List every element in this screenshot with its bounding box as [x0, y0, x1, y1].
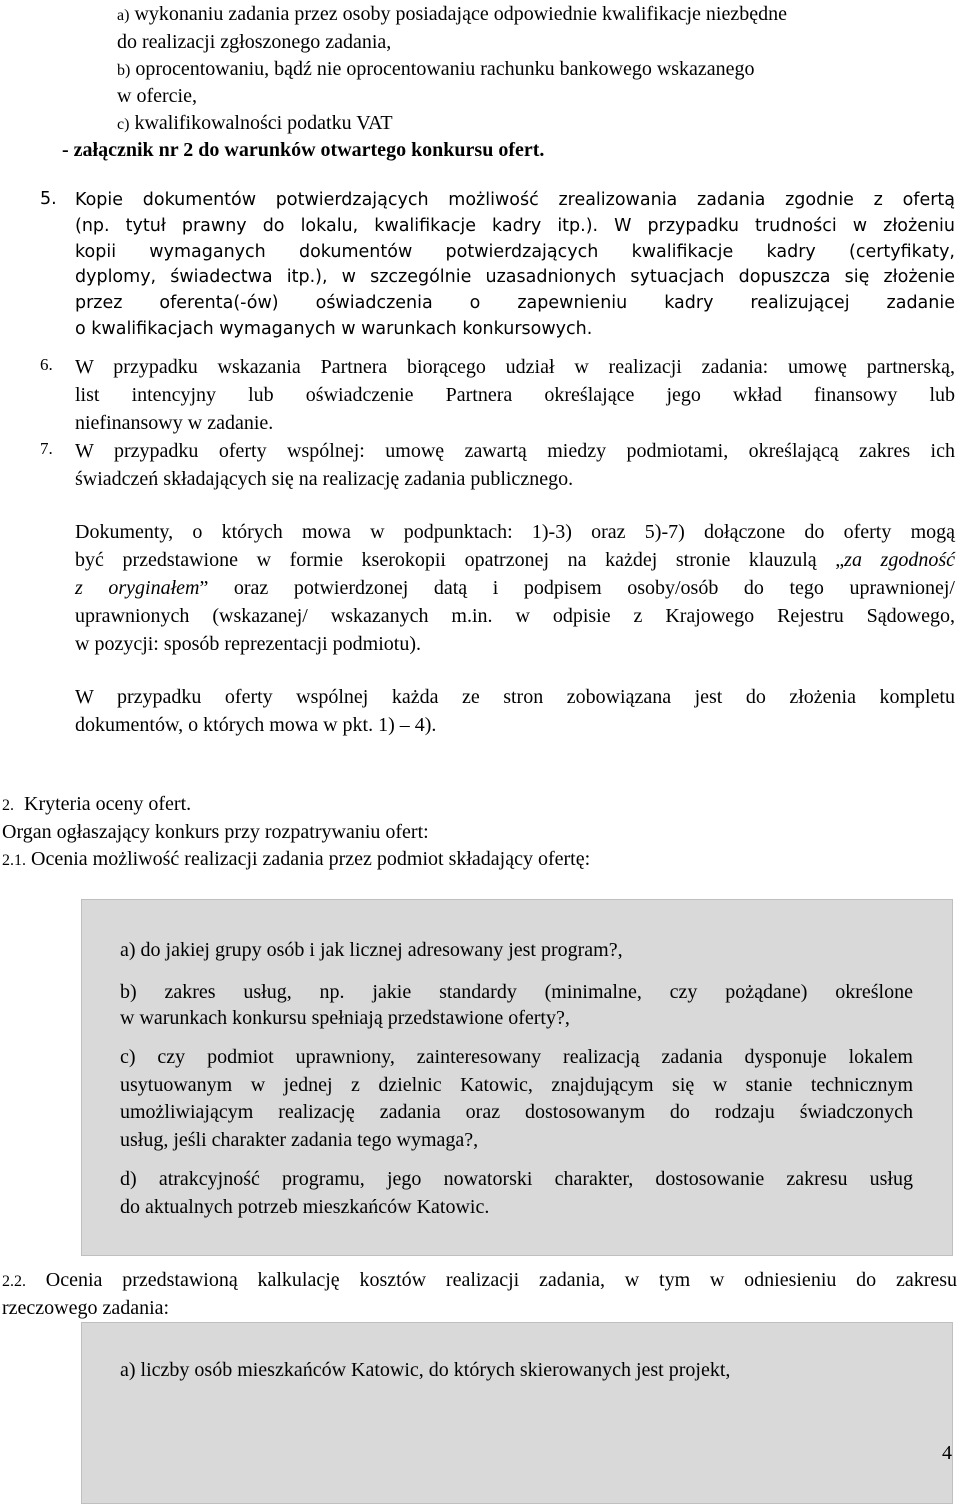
- criteria-line: umożliwiającym realizację zadania oraz dostosowanym do rodzaju świadczonych: [120, 1101, 913, 1124]
- section22-line: [2, 1267, 957, 1295]
- joint-line: dokumentów, o których mowa w pkt. 1) – 4).: [75, 714, 437, 736]
- cost-criteria-a: a) liczby osób mieszkańców Katowic, do których skierowanych jest projekt,: [120, 1359, 731, 1381]
- documents-paragraph: [75, 518, 955, 658]
- point6-line: W przypadku wskazania Partnera biorącego udział w realizacji zadania: umowę partnerską,: [75, 356, 955, 378]
- section22-heading: [2, 1267, 957, 1321]
- point5-text: [75, 188, 955, 343]
- section22-line: rzeczowego zadania:: [2, 1297, 170, 1319]
- criteria-line: usług, jeśli charakter zadania tego wymaga?,: [120, 1128, 479, 1151]
- section-number: 2.1.: [2, 852, 26, 869]
- item-b: [117, 57, 955, 84]
- criteria-line: w warunkach konkursu spełniają przedstawione oferty?,: [120, 1007, 570, 1029]
- criteria-line: b) zakres usług, np. jakie standardy (minimalne, czy pożądane) określone: [120, 981, 913, 1003]
- criteria-a: a) do jakiej grupy osób i jak licznej adresowany jest program?,: [120, 939, 623, 961]
- point5-line: dyplomy, świadectwa itp.), w szczególnie uzasadnionych sytuacjach dopuszcza się złożenie: [75, 267, 955, 288]
- criteria-line: d) atrakcyjność programu, jego nowatorski charakter, dostosowanie zakresu usług: [120, 1168, 913, 1190]
- point6-text: [75, 353, 955, 437]
- point6-line: niefinansowy w zadanie.: [75, 412, 274, 434]
- docs-line: [75, 546, 955, 574]
- item-text-cont: w ofercie,: [117, 85, 197, 107]
- docs-italic: z oryginałem: [75, 577, 200, 599]
- item-text: kwalifikowalności podatku VAT: [134, 112, 393, 134]
- point7-number: 7.: [40, 439, 53, 458]
- section-title: Ocenia przedstawioną kalkulację kosztów realizacji zadania, w tym w odniesieniu do zakresu: [45, 1269, 958, 1291]
- point6-number: 6.: [40, 355, 53, 374]
- item-letter: c): [117, 116, 130, 133]
- item-letter: a): [117, 7, 130, 24]
- point5-line: o kwalifikacjach wymaganych w warunkach konkursowych.: [75, 318, 593, 339]
- docs-italic: za zgodność: [844, 549, 955, 571]
- page-number: 4: [942, 1442, 952, 1464]
- point7-line: W przypadku oferty wspólnej: umowę zawartą miedzy podmiotami, określającą zakres ich: [75, 440, 955, 462]
- criteria-line: c) czy podmiot uprawniony, zainteresowany realizacją zadania dysponuje lokalem: [120, 1046, 913, 1068]
- point7-line: świadczeń składających się na realizację zadania publicznego.: [75, 468, 574, 490]
- criteria-line: do aktualnych potrzeb mieszkańców Katowic.: [120, 1196, 490, 1218]
- point5-line: kopii wymaganych dokumentów potwierdzających kwalifikacje kadry (certyfikaty,: [75, 241, 955, 262]
- docs-line: Dokumenty, o których mowa w podpunktach: 1)-3) oraz 5)-7) dołączone do oferty mogą: [75, 521, 955, 543]
- criteria-line: usytuowanym w jednej z dzielnic Katowic, znajdującym się w stanie technicznym: [120, 1073, 913, 1096]
- section-number: 2.2.: [2, 1273, 26, 1290]
- item-a-cont: [117, 30, 955, 55]
- point7-text: [75, 437, 955, 493]
- section21-heading: [2, 847, 902, 874]
- section-title: Ocenia możliwość realizacji zadania przez podmiot składający ofertę:: [31, 848, 591, 870]
- section-number: 2.: [2, 797, 14, 814]
- joint-line: W przypadku oferty wspólnej każda ze stron zobowiązana jest do złożenia kompletu: [75, 686, 955, 708]
- criteria-c: [120, 1044, 913, 1154]
- item-c: [117, 111, 955, 138]
- point6-line: list intencyjny lub oświadczenie Partnera określające jego wkład finansowy lub: [75, 384, 955, 406]
- docs-text: być przedstawione w formie kserokopii opatrzonej na każdej stronie klauzulą „: [75, 549, 845, 571]
- section2-intro: Organ ogłaszający konkurs przy rozpatrywaniu ofert:: [2, 821, 429, 843]
- joint-offer-paragraph: [75, 683, 955, 739]
- docs-line: w pozycji: sposób reprezentacji podmiotu).: [75, 633, 422, 655]
- item-letter: b): [117, 62, 131, 79]
- item-text: oprocentowaniu, bądź nie oprocentowaniu rachunku bankowego wskazanego: [135, 58, 755, 80]
- docs-line: uprawnionych (wskazanej/ wskazanych m.in. w odpisie z Krajowego Rejestru Sądowego,: [75, 605, 955, 627]
- criteria-box-2: [81, 1322, 953, 1504]
- item-text-cont: do realizacji zgłoszonego zadania,: [117, 31, 392, 53]
- section-title: Kryteria oceny ofert.: [24, 793, 192, 815]
- point5-line: Kopie dokumentów potwierdzających możliwość zrealizowania zadania zgodnie z ofertą: [75, 190, 955, 210]
- point5-line: (np. tytuł prawny do lokalu, kwalifikacje kadry itp.). W przypadku trudności w złożeniu: [75, 215, 955, 236]
- criteria-b: [120, 979, 913, 1031]
- item-a: [117, 2, 955, 29]
- point5-line: przez oferenta(-ów) oświadczenia o zapewnieniu kadry realizującej zadanie: [75, 293, 955, 314]
- item-b-cont: [117, 84, 955, 109]
- annex-note: - załącznik nr 2 do warunków otwartego konkursu ofert.: [62, 139, 545, 161]
- item-text: wykonaniu zadania przez osoby posiadające odpowiednie kwalifikacje niezbędne: [134, 3, 787, 25]
- docs-line: [75, 574, 955, 602]
- docs-text: ” oraz potwierdzonej datą i podpisem osoby/osób do tego uprawnionej/: [199, 577, 955, 599]
- point5-number: 5.: [40, 189, 57, 209]
- criteria-d: [120, 1165, 913, 1221]
- section2-heading: [2, 792, 902, 819]
